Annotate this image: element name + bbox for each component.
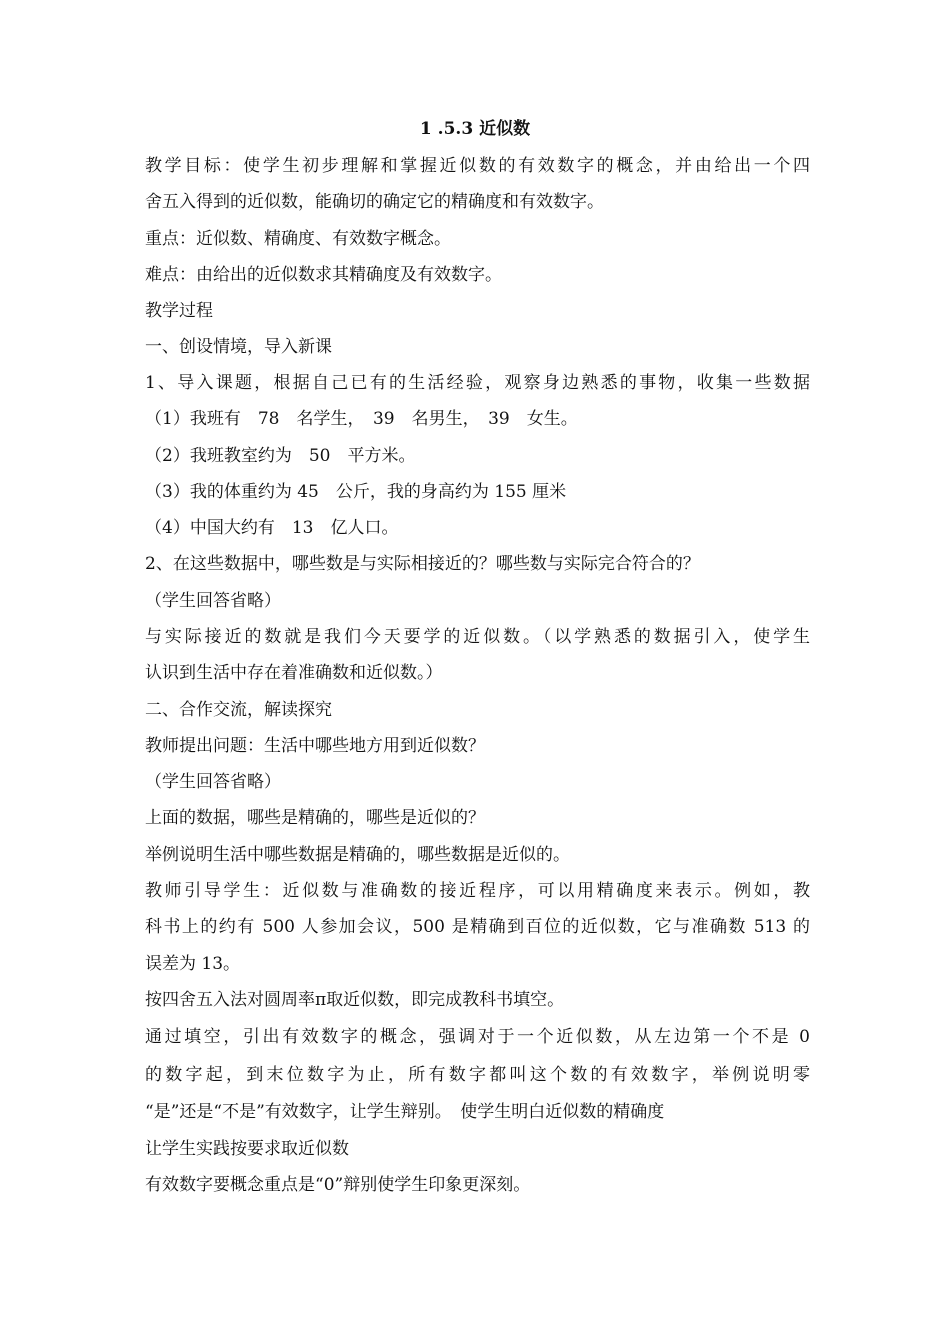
text-line: 教师提出问题：生活中哪些地方用到近似数？ (145, 736, 485, 756)
list-item: （2）我班教室约为 50 平方米。 (145, 446, 416, 466)
text-line: 舍五入得到的近似数，能确切的确定它的精确度和有效数字。 (145, 192, 604, 212)
text-line: 的数字起，到末位数字为止，所有数字都叫这个数的有效数字，举例说明零 (145, 1065, 810, 1085)
document-title: 1 .5.3 近似数 (419, 119, 531, 139)
section-heading: 二、合作交流，解读探究 (145, 700, 332, 720)
text-line: 让学生实践按要求取近似数 (145, 1139, 349, 1159)
text-line: 有效数字要概念重点是“0”辩别使学生印象更深刻。 (145, 1175, 531, 1195)
text-line: 误差为 13。 (145, 954, 241, 974)
text-line: 1、导入课题，根据自己已有的生活经验，观察身边熟悉的事物，收集一些数据 (145, 373, 810, 393)
text-line: 认识到生活中存在着准确数和近似数。） (145, 663, 443, 683)
text-line: 按四舍五入法对圆周率π取近似数，即完成教科书填空。 (145, 990, 565, 1010)
text-line: 教师引导学生：近似数与准确数的接近程序，可以用精确度来表示。例如，教 (145, 881, 810, 901)
text-line: 举例说明生活中哪些数据是精确的，哪些数据是近似的。 (145, 845, 570, 865)
text-line: “是”还是“不是”有效数字，让学生辩别。 使学生明白近似数的精确度 (145, 1102, 665, 1122)
text-line: 与实际接近的数就是我们今天要学的近似数。（以学熟悉的数据引入，使学生 (145, 627, 810, 647)
text-line: 难点：由给出的近似数求其精确度及有效数字。 (145, 265, 502, 285)
section-heading: 教学过程 (145, 301, 213, 321)
list-item: （4）中国大约有 13 亿人口。 (145, 518, 399, 538)
text-line: （学生回答省略） (145, 772, 281, 792)
section-heading: 一、创设情境，导入新课 (145, 337, 332, 357)
text-line: 上面的数据，哪些是精确的，哪些是近似的？ (145, 808, 485, 828)
text-line: 通过填空，引出有效数字的概念，强调对于一个近似数，从左边第一个不是 0 (145, 1027, 810, 1047)
text-line: （学生回答省略） (145, 591, 281, 611)
text-line: 2、在这些数据中，哪些数是与实际相接近的？哪些数与实际完合符合的？ (145, 554, 700, 574)
text-line: 科书上的约有 500 人参加会议，500 是精确到百位的近似数，它与准确数 513 的 (145, 917, 810, 937)
list-item: （3）我的体重约为 45 公斤，我的身高约为 155 厘米 (145, 482, 567, 502)
list-item: （1）我班有 78 名学生， 39 名男生， 39 女生。 (145, 409, 578, 429)
text-line: 教学目标：使学生初步理解和掌握近似数的有效数字的概念，并由给出一个四 (145, 156, 810, 176)
text-line: 重点：近似数、精确度、有效数字概念。 (145, 229, 451, 249)
